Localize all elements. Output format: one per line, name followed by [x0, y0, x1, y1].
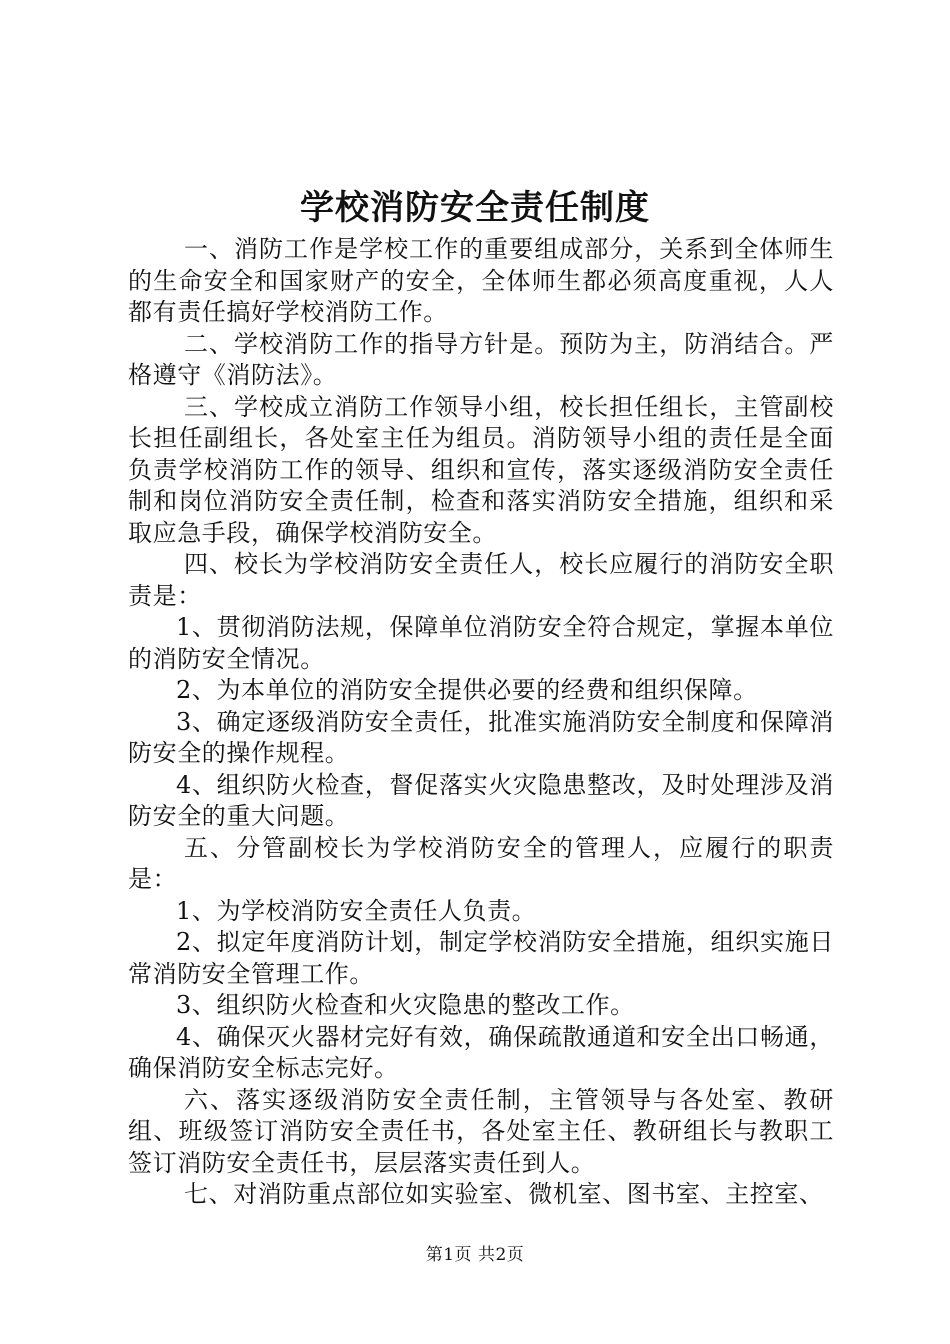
list-item: 3、确定逐级消防安全责任，批准实施消防安全制度和保障消防安全的操作规程。 [128, 707, 834, 767]
list-item: 1、为学校消防安全责任人负责。 [176, 896, 537, 925]
list-item: 2、拟定年度消防计划，制定学校消防安全措施，组织实施日常消防安全管理工作。 [128, 928, 834, 988]
document-title: 学校消防安全责任制度 [300, 188, 650, 228]
list-item: 4、组织防火检查，督促落实火灾隐患整改，及时处理涉及消防安全的重大问题。 [128, 770, 834, 830]
list-item: 1、贯彻消防法规，保障单位消防安全符合规定，掌握本单位的消防安全情况。 [128, 613, 834, 673]
paragraph-4: 四、校长为学校消防安全责任人，校长应履行的消防安全职责是： [128, 550, 834, 610]
list-item: 2、为本单位的消防安全提供必要的经费和组织保障。 [176, 676, 758, 704]
paragraph-2: 二、学校消防工作的指导方针是。预防为主，防消结合。严格遵守《消防法》。 [128, 329, 834, 389]
paragraph-3: 三、学校成立消防工作领导小组，校长担任组长，主管副校长担任副组长，各处室主任为组员。消防领导小组的责任是全面负责学校消防工作的领导、组织和宣传，落实逐级消防安全责任制和岗位消防安全责任制，检查和落实消防安全措施，组织和采取应急手段，确保学校消防安全。 [128, 392, 834, 547]
page-footer: 第1页 共2页 [425, 1245, 525, 1265]
paragraph-1: 一、消防工作是学校工作的重要组成部分，关系到全体师生的生命安全和国家财产的安全，全体师生都必须高度重视，人人都有责任搞好学校消防工作。 [128, 235, 834, 326]
list-item: 4、确保灭火器材完好有效，确保疏散通道和安全出口畅通，确保消防安全标志完好。 [128, 1022, 834, 1082]
list-item: 3、组织防火检查和火灾隐患的整改工作。 [176, 991, 635, 1019]
document-body [128, 234, 834, 1211]
paragraph-5: 五、分管副校长为学校消防安全的管理人，应履行的职责是： [128, 833, 834, 893]
paragraph-7: 七、对消防重点部位如实验室、微机室、图书室、主控室、 [184, 1180, 824, 1208]
paragraph-6: 六、落实逐级消防安全责任制，主管领导与各处室、教研组、班级签订消防安全责任书，各处室主任、教研组长与教职工签订消防安全责任书，层层落实责任到人。 [128, 1085, 834, 1177]
